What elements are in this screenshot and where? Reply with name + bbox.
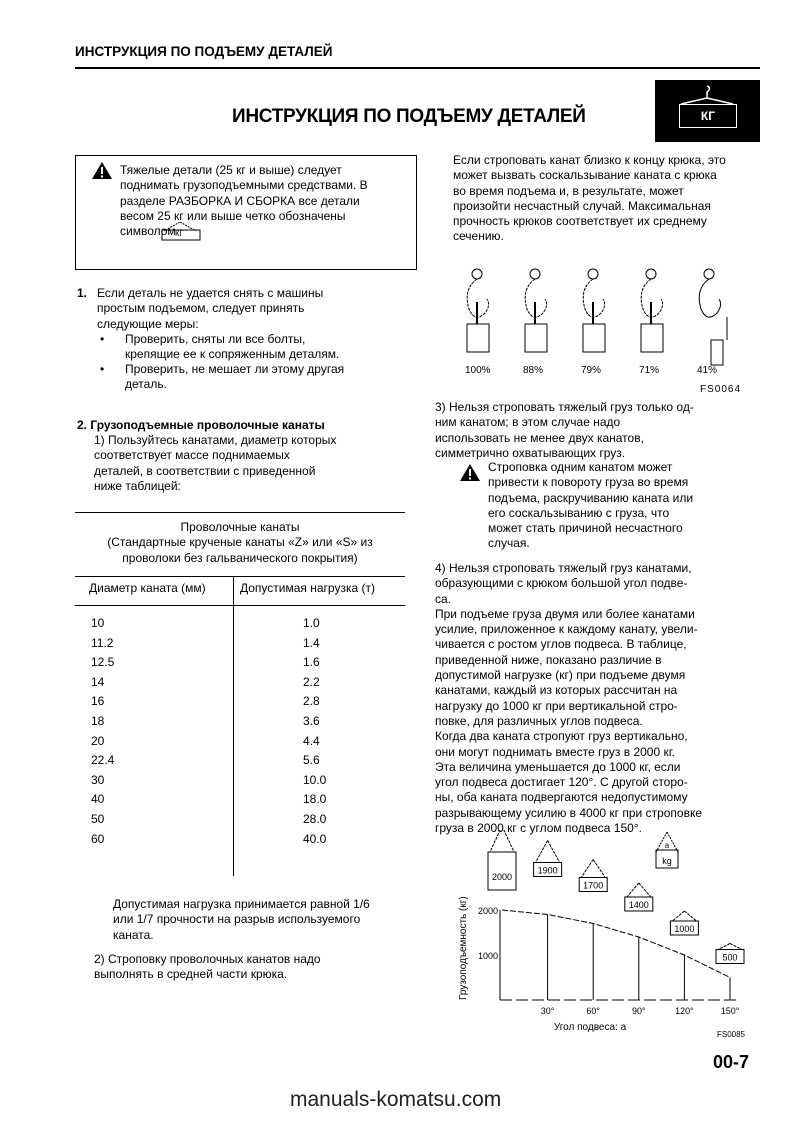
data-label: 500 [722,952,738,963]
text-line: 3) Нельзя строповать тяжелый груз только од- [435,400,694,414]
text-line: (Стандартные крученые канаты «Z» или «S» из [107,535,373,550]
subitem2-text [94,952,321,983]
y-tick-label: 1000 [477,951,498,961]
text-line: Эта величина уменьшается до 1000 кг, если [435,759,681,774]
text-line: или 1/7 прочности на разрыв используемого [113,912,361,927]
subitem3-text [435,400,694,461]
bullet: • [100,362,105,376]
text-line: Когда два каната стропуют груз вертикально, [435,729,688,744]
text-line: 2) Строповку проволочных канатов надо [94,952,321,966]
text-line: Если деталь не удается снять с машины [97,286,324,300]
allowed-load: 1.0 [303,616,320,630]
running-header: ИНСТРУКЦИЯ ПО ПОДЪЕМУ ДЕТАЛЕЙ [75,44,333,59]
text-line: использовать не менее двух канатов, [435,430,644,445]
text-line: привести к повороту груза во время [488,475,689,490]
bullet-text [125,362,344,393]
text-line: усилие, приложенное к каждому канату, увели- [435,622,698,637]
text-line: проволоки без гальванического покрытия) [122,550,358,565]
text-line: Строповка одним канатом может [488,460,673,474]
rope-diameter: 12.5 [91,655,115,670]
allowed-load: 2.8 [303,694,320,709]
item1-text [97,286,323,332]
hook-figure [450,262,770,397]
text-line: разделе РАЗБОРКА И СБОРКА все детали [120,193,360,208]
text-line: канатами, каждый из которых рассчитан на [435,683,678,698]
hook-efficiency-label: 100% [465,365,491,376]
hook-icon [467,269,489,352]
hook-illustrations [450,262,770,372]
text-line: простым подъемом, следует принять [97,301,305,316]
x-tick-label: 120° [675,1006,694,1016]
x-axis-label: Угол подвеса: a [553,1022,627,1033]
text-line: символом [120,224,176,239]
rope-diameter: 10 [91,616,105,630]
subitem1-text [94,433,336,494]
allowed-load: 2.2 [303,674,320,689]
allowed-load: 28.0 [303,812,327,826]
allowed-load: 40.0 [303,831,327,846]
text-line: разрывающему усилию в 4000 кг при строповке [435,805,703,820]
rope-icon [581,860,605,878]
header-rule [75,67,760,69]
text-line: угол подвеса достигает 120°. С другой сторо- [435,775,688,790]
text-line: весом 25 кг или выше четко обозначены [120,208,346,223]
x-tick-label: 30° [540,1006,555,1016]
rope-icon [536,841,560,863]
bullet-text [125,332,339,363]
kg-symbol-small-label: КГ [175,229,184,238]
load-box [488,852,516,890]
allowed-load: 5.6 [303,753,320,768]
rope-icon [627,883,651,897]
allowed-load: 1.4 [303,635,320,650]
text-line: соответствует массе поднимаемых [94,448,290,463]
allowed-load: 18.0 [303,792,327,807]
y-tick-label: 2000 [477,906,498,916]
allowed-load: 3.6 [303,714,320,728]
rope-diameter: 18 [91,714,105,728]
hook-efficiency-label: 71% [639,365,660,376]
x-tick-label: 60° [586,1006,601,1016]
load-angle-chart [440,830,780,1040]
text-line: крепящие ее к сопряженным деталям. [125,347,340,362]
text-line: Допустимая нагрузка принимается равной 1/6 [113,897,370,911]
data-label: 2000 [491,872,513,882]
bullet: • [100,332,105,346]
text-line: Проверить, сняты ли все болты, [125,332,306,346]
text-line: 1) Пользуйтесь канатами, диаметр которых [94,433,337,447]
hook-icon [675,84,739,106]
hook-icon [699,269,727,365]
text-line: деталей, в соответствии с приведенной [94,463,316,478]
rope-diameter: 22.4 [91,753,115,768]
data-label: 1400 [628,900,649,910]
text-line: повке, для различных углов подвеса. [435,713,643,728]
text-line: сечению. [453,229,504,244]
hook-efficiency-label: 79% [581,365,602,376]
rope-diameter: 20 [91,733,105,748]
hook-intro-text [453,153,726,245]
text-line: может стать причиной несчастного [488,521,683,536]
text-line: деталь. [125,377,167,392]
rope-diameter: 40 [91,792,105,807]
page-title: ИНСТРУКЦИЯ ПО ПОДЪЕМУ ДЕТАЛЕЙ [232,106,586,127]
rope-icon [672,911,696,921]
hook-efficiency-label: 88% [523,365,544,376]
x-tick-label: 90° [631,1006,646,1016]
kg-symbol-block [655,80,760,142]
warning3-text [488,460,693,552]
text-line: выполнять в средней части крюка. [94,967,288,982]
text-line: Тяжелые детали (25 кг и выше) следует [120,163,342,177]
text-line: подъема, раскручиванию каната или [488,490,694,505]
table-note [113,897,370,943]
text-line: они могут поднимать вместе груз в 2000 кг. [435,744,675,759]
rope-diameter: 16 [91,694,105,709]
hook-icon [525,269,547,352]
kg-symbol-small [160,222,200,238]
data-label: 1000 [674,924,695,934]
allowed-load: 10.0 [303,772,327,787]
text-line: Если строповать канат близко к концу крюка, это [453,153,726,167]
text-line: груза в 2000 кг с углом подвеса 150°. [435,821,642,836]
rope-diameter: 60 [91,831,105,846]
text-line: каната. [113,927,154,942]
warning-icon [459,463,481,482]
hook-icon [641,269,663,352]
x-tick-label: 150° [720,1006,740,1016]
text-line: са. [435,591,452,606]
rope-diameter: 14 [91,674,105,689]
kg-label: КГ [679,104,737,128]
section-heading: 2. Грузоподъемные проволочные канаты [77,418,325,432]
page-number: 00-7 [713,1052,750,1072]
column-header: Диаметр каната (мм) [89,581,206,595]
allowed-load: 1.6 [303,655,320,670]
hook-efficiency-label: 41% [697,365,718,376]
text-line: ны, оба каната подвергаются недопустимому [435,790,688,805]
text-line: поднимать грузоподъемными средствами. В [120,178,368,193]
warning-box [75,155,417,270]
text-line: При подъеме груза двумя или более канатами [435,606,695,621]
text-line: может вызвать соскальзывание каната с крюка [453,168,717,183]
watermark: manuals-komatsu.com [290,1088,502,1111]
text-line: его соскальзыванию с груза, что [488,505,670,520]
rope-icon [718,944,742,950]
data-label: 1900 [537,865,558,876]
rope-diameter: 50 [91,812,105,826]
text-line: допустимой нагрузке (кг) при подъеме двумя [435,668,686,683]
text-line: нагрузку до 1000 кг при вертикальной стро- [435,698,678,713]
text-line: ним канатом; в этом случае надо [435,415,621,430]
text-line: симметрично охватывающих груз. [435,445,626,460]
column-header: Допустимая нагрузка (т) [240,581,375,595]
warning-text [94,163,368,239]
text-line: приведенной ниже, показано различие в [435,652,662,667]
rope-icon [490,830,514,852]
legend-unit: kg [662,856,672,866]
allowed-load: 4.4 [303,733,320,748]
figure-id: FS0064 [700,384,742,395]
rope-diameter: 30 [91,772,105,787]
data-label: 1700 [583,880,604,891]
text-line: 4) Нельзя строповать тяжелый груз канатами, [435,561,692,575]
text-line: образующими с крюком большой угол подве- [435,576,688,591]
table-caption [75,520,405,566]
rope-diameter: 11.2 [91,635,114,650]
item-number: 1. [77,286,88,300]
subitem4-text [435,561,702,836]
y-axis-label: Грузоподъемность (кг) [458,896,469,1000]
text-line: Проверить, не мешает ли этому другая [125,362,345,376]
figure-id: FS0085 [716,1030,745,1039]
text-line: произойти несчастный случай. Максимальная [453,198,711,213]
text-line: чивается с ростом углов подвеса. В таблице, [435,637,687,652]
legend-angle: a [664,841,670,850]
text-line: Проволочные канаты [180,520,300,534]
text-line: во время подъема и, в результате, может [453,183,684,198]
text-line: следующие меры: [97,316,199,331]
text-line: ниже таблицей: [94,478,181,493]
text-line: прочность крюков соответствует их среднему [453,214,707,229]
text-line: случая. [488,536,530,551]
hook-icon [583,269,605,352]
